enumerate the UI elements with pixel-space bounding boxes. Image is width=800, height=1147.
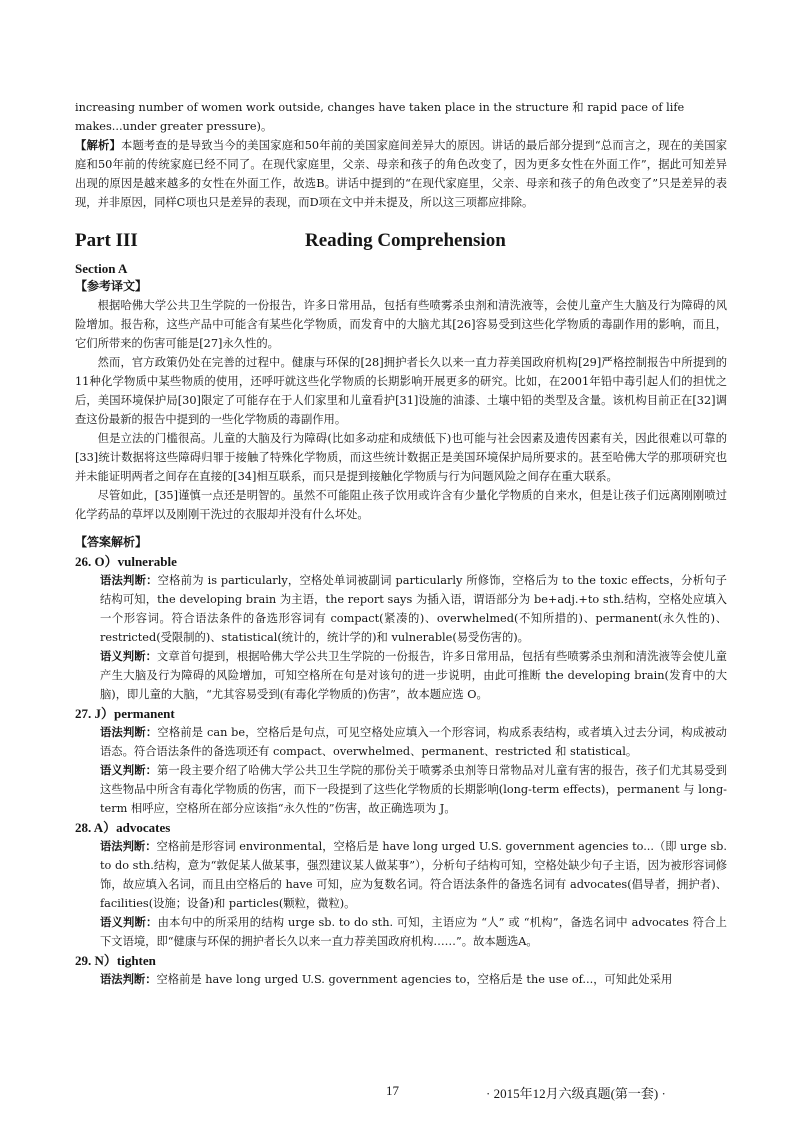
grammar-analysis: 语法判断：空格前为 is particularly，空格处单词被副词 particularly 所修饰，空格后为 to the toxic effects，分析句子结构可知，the developing brain 为主语，the report says 为插入语，谓语部分为 be+adj.+to sth.结构，空格处应填入一个形容词。符合语法条件的备选形容词有 compact(紧凑的)、overwhelmed(不知所措的)、permanent(永久性的)、restricted(受限制的)、statistical(统计的，统计学的)和 vulnerable(易受伤害的)。 — [100, 574, 727, 644]
answer-item — [75, 552, 727, 704]
grammar-label: 语法判断： — [100, 973, 157, 986]
translation-paragraph: 根据哈佛大学公共卫生学院的一份报告，许多日常用品，包括有些喷雾杀虫剂和清洗液等，会使儿童产生大脑及行为障碍的风险增加。报告称，这些产品中可能含有某些化学物质，而发育中的大脑尤其[26]容易受到这些化学物质的毒副作用的影响，而且，它们所带来的伤害可能是[27]永久性的。 — [75, 299, 727, 350]
semantic-label: 语义判断： — [100, 764, 158, 777]
part-number: Part III — [75, 230, 138, 251]
answer-heading: 29. N）tighten — [75, 953, 156, 968]
answer-heading: 28. A）advocates — [75, 820, 171, 835]
intro-line-2: makes...under greater pressure)。 — [75, 120, 273, 133]
section-title: Section A — [75, 261, 128, 276]
answers-header: 【答案解析】 — [75, 535, 148, 549]
answer-item — [75, 951, 727, 989]
grammar-analysis: 语法判断：空格前是形容词 environmental，空格后是 have long urged U.S. government agencies to...（即 urge sb. to do sth.结构，意为“敦促某人做某事，强烈建议某人做某事”），分析句子结构可知，空格处缺少句子主语，因为被形容词修饰，故应填入名词，而且由空格后的 have 可知，应为复数名词。符合语法条件的备选名词有 advocates(倡导者，拥护者)、facilities(设施；设备)和 particles(颗粒，微粒)。 — [100, 840, 727, 910]
part-heading — [75, 230, 727, 260]
semantic-label: 语义判断： — [100, 916, 158, 929]
translation-paragraph: 尽管如此，[35]谨慎一点还是明智的。虽然不可能阻止孩子饮用或许含有少量化学物质的自来水，但是让孩子们远离刚刚喷过化学药品的草坪以及刚刚干洗过的衣服却并没有什么坏处。 — [75, 489, 727, 521]
semantic-analysis: 语义判断：第一段主要介绍了哈佛大学公共卫生学院的那份关于喷雾杀虫剂等日常物品对儿童有害的报告，孩子们尤其易受到这些物品中所含有毒化学物质的伤害，而下一段提到了这些化学物质的长期影响(long-term effects)，permanent 与 long-term 相呼应，空格所在部分应该指“永久性的”伤害，故正确选项为 J。 — [100, 764, 727, 815]
intro-block — [75, 98, 727, 212]
answer-heading: 26. O）vulnerable — [75, 554, 177, 569]
page-body — [75, 98, 727, 989]
page-number: 17 — [386, 1083, 399, 1098]
translation-paragraph: 但是立法的门槛很高。儿童的大脑及行为障碍(比如多动症和成绩低下)也可能与社会因素及遗传因素有关，因此很难以可靠的[33]统计数据将这些障碍归罪于接触了特殊化学物质，而这些统计数据正是美国环境保护局所要求的。甚至哈佛大学的那项研究也并未能证明两者之间存在直接的[34]相互联系，而只是提到接触化学物质与行为问题风险之间存在重大联系。 — [75, 432, 727, 483]
semantic-analysis: 语义判断：由本句中的所采用的结构 urge sb. to do sth. 可知，主语应为 “人” 或 “机构”，备选名词中 advocates 符合上下文语境，即“健康与环保的拥护者长久以来一直力荐美国政府机构……”。故本题选A。 — [100, 916, 727, 948]
semantic-label: 语义判断： — [100, 650, 158, 663]
answer-heading: 27. J）permanent — [75, 706, 175, 721]
grammar-label: 语法判断： — [100, 840, 157, 853]
grammar-analysis: 语法判断：空格前是 have long urged U.S. government agencies to，空格后是 the use of...，可知此处采用 — [100, 973, 673, 986]
intro-line-1: increasing number of women work outside, changes have taken place in the structure 和 rapid pace of life — [75, 101, 685, 114]
translation-paragraph: 然而，官方政策仍处在完善的过程中。健康与环保的[28]拥护者长久以来一直力荐美国政府机构[29]严格控制报告中所提到的11种化学物质中某些物质的使用，还呼吁就这些化学物质的长期影响开展更多的研究。比如，在2001年铅中毒引起人们的担忧之后，美国环境保护局[30]限定了可能存在于人们家里和儿童看护[31]设施的油漆、土壤中铅的类型及含量。该机构目前正在[32]调查这份最新的报告中提到的一些化学物质的毒副作用。 — [75, 356, 727, 426]
page-footer — [0, 1083, 800, 1103]
answer-item — [75, 818, 727, 951]
intro-analysis — [75, 136, 727, 212]
semantic-analysis: 语义判断：文章首句提到，根据哈佛大学公共卫生学院的一份报告，许多日常用品，包括有些喷雾杀虫剂和清洗液等会使儿童产生大脑及行为障碍的风险增加，可知空格所在句是对该句的进一步说明，由此可推断 the developing brain(发育中的大脑)，即儿童的大脑，“尤其容易受到(有毒化学物质的)伤害”，故本题应选 O。 — [100, 650, 727, 701]
answer-item — [75, 704, 727, 818]
grammar-label: 语法判断： — [100, 574, 158, 587]
part-title: Reading Comprehension — [305, 230, 506, 251]
grammar-label: 语法判断： — [100, 726, 158, 739]
analysis-text: 本题考查的是导致当今的美国家庭和50年前的美国家庭间差异大的原因。讲话的最后部分提到“总而言之，现在的美国家庭和50年前的传统家庭已经不同了。在现代家庭里，父亲、母亲和孩子的角色改变了，因为更多女性在外面工作”，据此可知差异出现的原因是越来越多的女性在外面工作，故选B。讲话中提到的“在现代家庭里，父亲、母亲和孩子的角色改变了”只是差异的表现，并非原因，同样C项也只是差异的表现，而D项在文中并未提及，所以这三项都应排除。 — [75, 139, 727, 209]
grammar-analysis: 语法判断：空格前是 can be，空格后是句点，可见空格处应填入一个形容词，构成系表结构，或者填入过去分词，构成被动语态。符合语法条件的备选项还有 compact、overwhelmed、permanent、restricted 和 statistical。 — [100, 726, 727, 758]
translation-block — [75, 296, 727, 524]
footer-title: · 2015年12月六级真题(第一套) · — [486, 1086, 666, 1101]
analysis-label: 【解析】 — [75, 139, 121, 152]
translation-header: 【参考译文】 — [75, 279, 148, 293]
